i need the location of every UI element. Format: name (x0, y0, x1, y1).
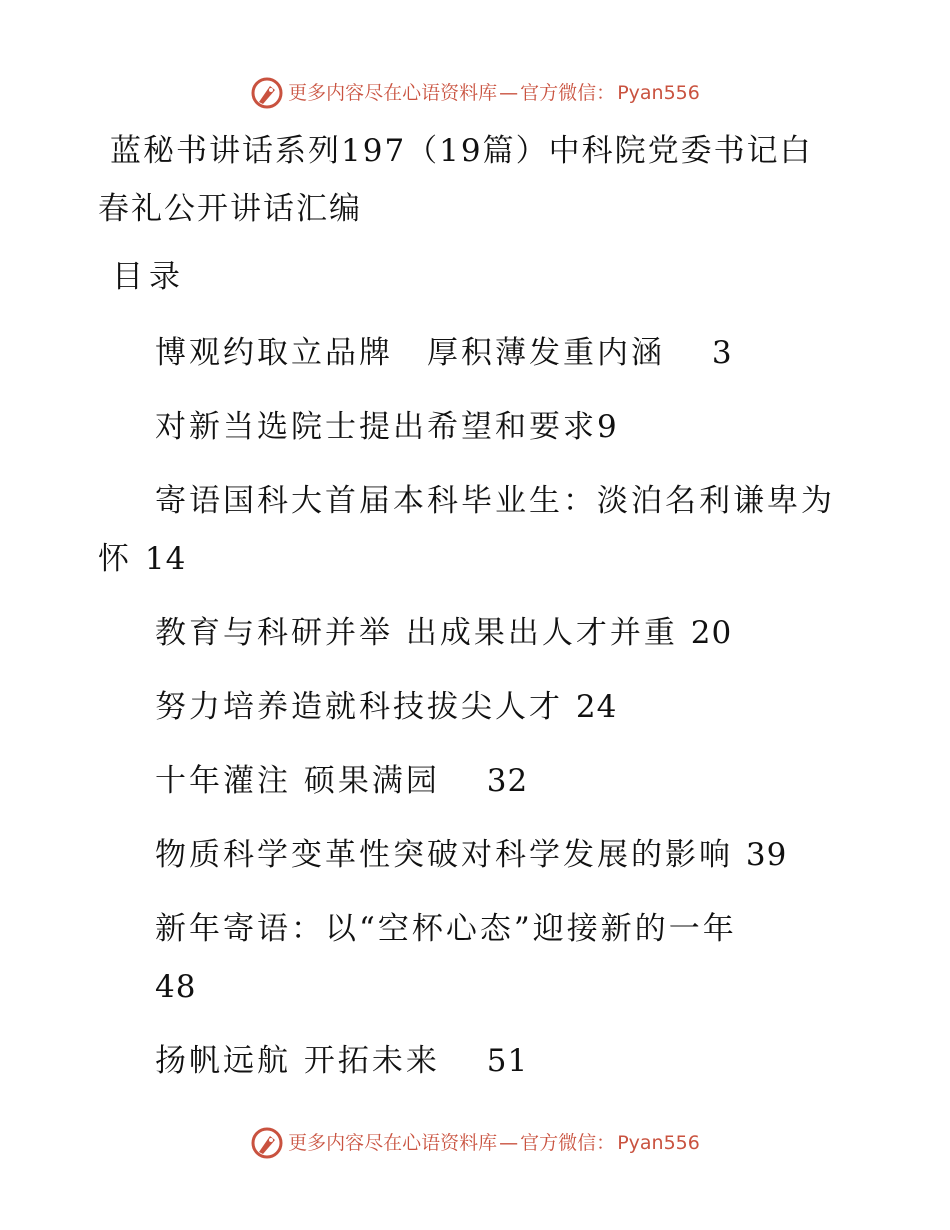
toc-entry-gap (440, 1043, 487, 1079)
toc-entry-title: 博观约取立品牌 厚积薄发重内涵 (155, 335, 665, 371)
toc-entry-title: 教育与科研并举 出成果出人才并重 (155, 615, 678, 651)
toc-entry-page: 32 (486, 763, 529, 799)
toc-entry-page: 9 (597, 409, 618, 445)
toc-entry-title: 寄语国科大首届本科毕业生：淡泊名利谦卑为怀 (98, 483, 835, 577)
document-title-line-1: 蓝秘书讲话系列197（19篇）中科院党委书记白 (110, 133, 813, 169)
toc-entry-title: 物质科学变革性突破对科学发展的影响 (155, 837, 733, 873)
toc-entry-title: 十年灌注 硕果满园 (155, 763, 440, 799)
footer-banner (0, 1126, 950, 1160)
banner-wechat-id: Pyan556 (617, 1132, 700, 1154)
toc-entry-gap (132, 541, 145, 577)
toc-entry-title: 对新当选院士提出希望和要求 (155, 409, 597, 445)
toc-entry[interactable] (0, 1032, 950, 1090)
toc-entry-gap (563, 689, 576, 725)
toc-heading: 目录 (112, 259, 186, 295)
toc-entry-gap (665, 335, 712, 371)
toc-entry[interactable] (0, 678, 950, 736)
banner-separator: — (499, 82, 519, 104)
toc-entry[interactable] (0, 472, 950, 588)
toc-entry-gap (440, 763, 487, 799)
toc-entry-gap (733, 837, 746, 873)
document-title (0, 122, 950, 238)
toc-entry-page: 48 (155, 969, 197, 1005)
toc-entry-title: 扬帆远航 开拓未来 (155, 1043, 440, 1079)
toc-entry-page: 3 (711, 335, 733, 371)
banner-wechat-label: 官方微信： (520, 82, 616, 104)
toc-entry[interactable] (0, 398, 950, 456)
toc-entry-page: 20 (690, 615, 733, 651)
toc-entry-title: 新年寄语：以“空杯心态”迎接新的一年 (155, 911, 737, 947)
document-title-line-2: 春礼公开讲话汇编 (98, 191, 362, 227)
pen-nib-logo-icon (250, 76, 284, 110)
toc-entry-page: 24 (575, 689, 618, 725)
banner-wechat-id: Pyan556 (617, 82, 700, 104)
toc-entry[interactable] (0, 752, 950, 810)
toc-entry-gap (678, 615, 691, 651)
toc-entry[interactable] (0, 826, 950, 884)
banner-text: 更多内容尽在心语资料库 (288, 82, 498, 104)
toc-entry[interactable] (0, 900, 950, 1016)
banner-text: 更多内容尽在心语资料库 (288, 1132, 498, 1154)
toc-entry-title: 努力培养造就科技拔尖人才 (155, 689, 563, 725)
banner-wechat-label: 官方微信： (520, 1132, 616, 1154)
pen-nib-logo-icon (250, 1126, 284, 1160)
toc-entry-page: 39 (745, 837, 788, 873)
toc-entry[interactable] (0, 604, 950, 662)
toc-entry-page: 51 (486, 1043, 529, 1079)
banner-separator: — (499, 1132, 519, 1154)
toc-entry-page: 14 (144, 541, 187, 577)
header-banner (0, 76, 950, 110)
table-of-contents (0, 324, 950, 1106)
toc-entry[interactable] (0, 324, 950, 382)
